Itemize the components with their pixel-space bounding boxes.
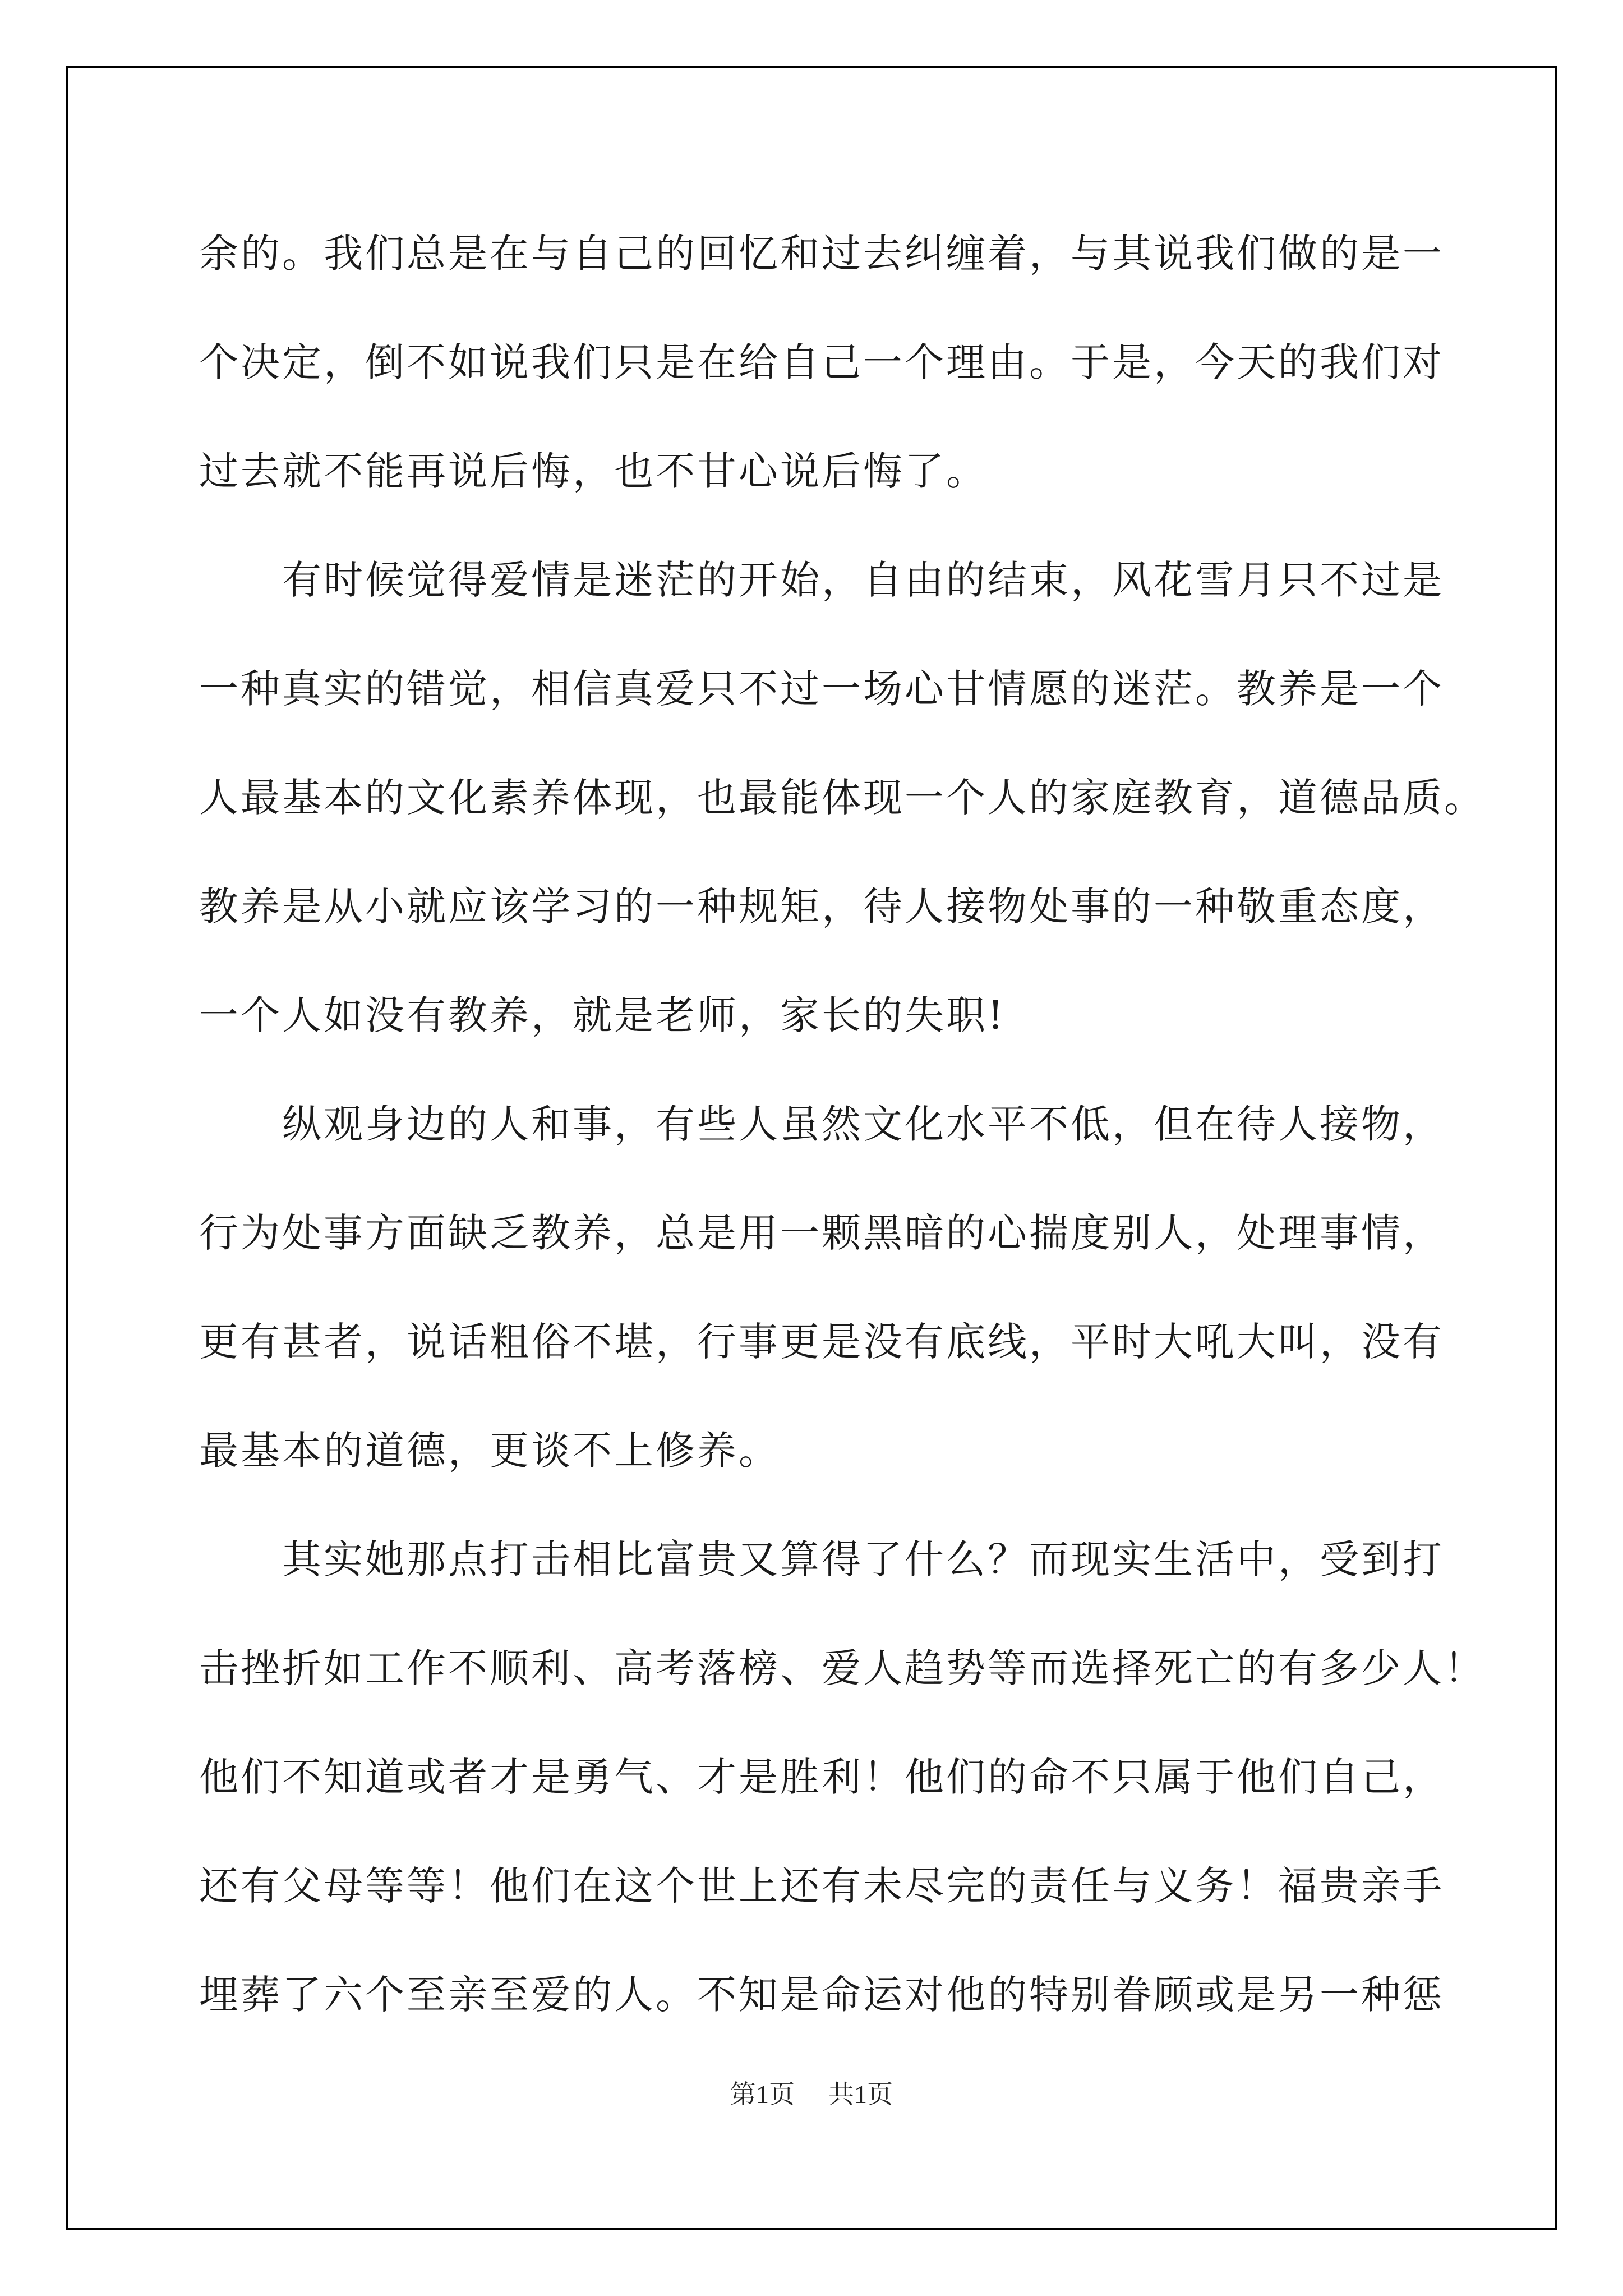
text-line: 教养是从小就应该学习的一种规矩，待人接物处事的一种敬重态度， <box>199 884 1444 930</box>
text-line: 个决定，倒不如说我们只是在给自己一个理由。于是，今天的我们对 <box>199 339 1444 385</box>
paragraph-start-line: 有时候觉得爱情是迷茫的开始，自由的结束，风花雪月只不过是 <box>282 557 1444 603</box>
text-line: 击挫折如工作不顺利、高考落榜、爱人趋势等而选择死亡的有多少人！ <box>199 1645 1486 1691</box>
text-line: 人最基本的文化素养体现，也最能体现一个人的家庭教育，道德品质。 <box>199 775 1486 821</box>
paragraph-start-line: 纵观身边的人和事，有些人虽然文化水平不低，但在待人接物， <box>282 1101 1444 1147</box>
text-line: 埋葬了六个至亲至爱的人。不知是命运对他的特别眷顾或是另一种惩 <box>199 1972 1444 2018</box>
text-line: 余的。我们总是在与自己的回忆和过去纠缠着，与其说我们做的是一 <box>199 231 1444 277</box>
page-number: 第1页 <box>730 2080 795 2109</box>
text-line: 一种真实的错觉，相信真爱只不过一场心甘情愿的迷茫。教养是一个 <box>199 666 1444 712</box>
document-body <box>199 199 1486 2049</box>
text-line: 行为处事方面缺乏教养，总是用一颗黑暗的心揣度别人，处理事情， <box>199 1210 1444 1256</box>
text-line: 一个人如没有教养，就是老师，家长的失职! <box>199 992 1006 1038</box>
page-footer <box>0 2078 1623 2111</box>
text-line: 更有甚者，说话粗俗不堪，行事更是没有底线，平时大吼大叫，没有 <box>199 1319 1444 1365</box>
paragraph-start-line: 其实她那点打击相比富贵又算得了什么？而现实生活中，受到打 <box>282 1536 1444 1582</box>
text-line: 还有父母等等！他们在这个世上还有未尽完的责任与义务！福贵亲手 <box>199 1863 1444 1909</box>
page-total: 共1页 <box>828 2080 893 2109</box>
text-line: 过去就不能再说后悔，也不甘心说后悔了。 <box>199 448 988 494</box>
text-line: 他们不知道或者才是勇气、才是胜利！他们的命不只属于他们自己， <box>199 1754 1444 1800</box>
text-line: 最基本的道德，更谈不上修养。 <box>199 1428 780 1474</box>
